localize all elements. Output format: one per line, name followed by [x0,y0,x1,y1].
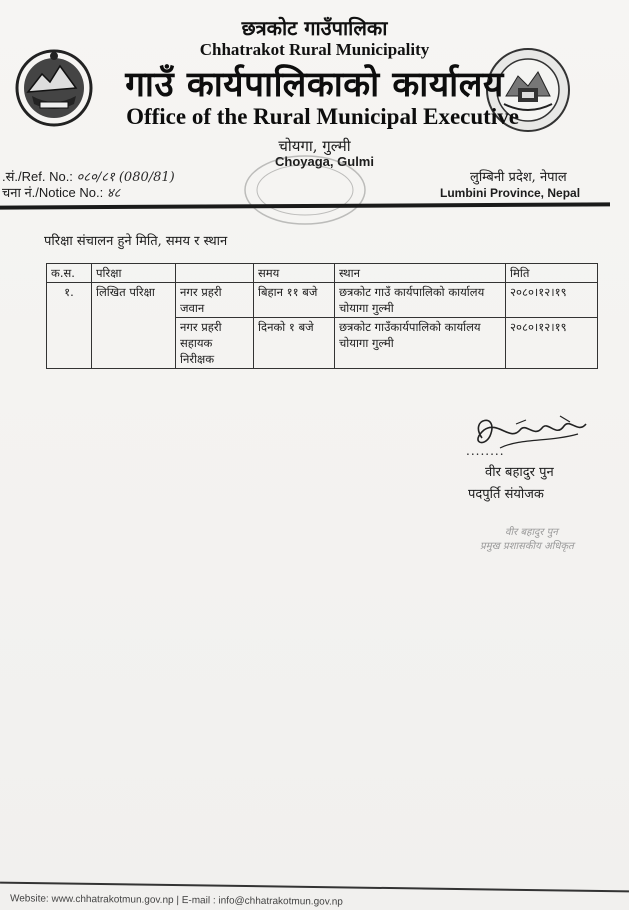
notice-label: चना नं./Notice No.: [2,185,104,200]
table-row [47,283,598,318]
header-exam: परिक्षा [92,264,176,283]
cell-sn: १. [47,283,92,369]
province-en: Lumbini Province, Nepal [440,186,581,200]
province-np: लुम्बिनी प्रदेश, नेपाल [470,170,567,185]
office-stamp-icon [240,150,370,226]
cell-date: २०८०।१२।१९ [506,318,598,369]
header-place: स्थान [335,264,506,283]
header-date: मिति [506,264,598,283]
notice-number [2,183,120,201]
footer-contact: Website: www.chhatrakotmun.gov.np | E-mail : info@chhatrakotmun.gov.np [9,893,343,908]
municipality-name-np: छत्रकोट गाउँपालिका [241,16,388,40]
cell-time: दिनको १ बजे [254,318,335,369]
office-name-np: गाउँ कार्यपालिकाको कार्यालय [125,64,504,105]
signature-line: ........ [466,444,505,458]
signatory-name: वीर बहादुर पुन [485,465,554,480]
address-np: चोयगा, गुल्मी [278,137,351,155]
header-post [176,264,254,283]
ref-value: ०८०/८१ (080/81) [76,170,175,185]
municipality-name-en: Chhatrakot Rural Municipality [199,40,430,59]
cell-date: २०८०।१२।१९ [506,283,598,318]
table-header-row [47,264,598,283]
cell-exam: लिखित परिक्षा [92,283,176,369]
cell-time: बिहान ११ बजे [254,283,335,318]
ref-label: .सं./Ref. No.: [2,169,73,184]
faded-stamp-role: प्रमुख प्रशासकीय अधिकृत [480,541,574,552]
office-name-en: Office of the Rural Municipal Executive [126,104,519,129]
cell-post: नगर प्रहरी सहायक निरीक्षक [176,318,254,369]
header-time: समय [254,264,335,283]
cell-place: छत्रकोट गाउँकार्यपालिको कार्यालय चोयागा गुल्मी [335,318,506,369]
cell-place: छत्रकोट गाउँ कार्यपालिको कार्यालय चोयागा गुल्मी [335,283,506,318]
footer-divider [0,882,629,893]
faded-stamp-name: वीर बहादुर पुन [505,527,558,538]
header-sn: क.स. [47,264,92,283]
cell-post: नगर प्रहरी जवान [176,283,254,318]
exam-schedule-table [46,263,598,369]
section-title: परिक्षा संचालन हुने मिति, समय र स्थान [44,234,228,249]
signatory-role: पदपुर्ति संयोजक [468,487,544,502]
notice-value: ४८ [106,186,121,201]
address-en: Choyaga, Gulmi [275,154,374,169]
